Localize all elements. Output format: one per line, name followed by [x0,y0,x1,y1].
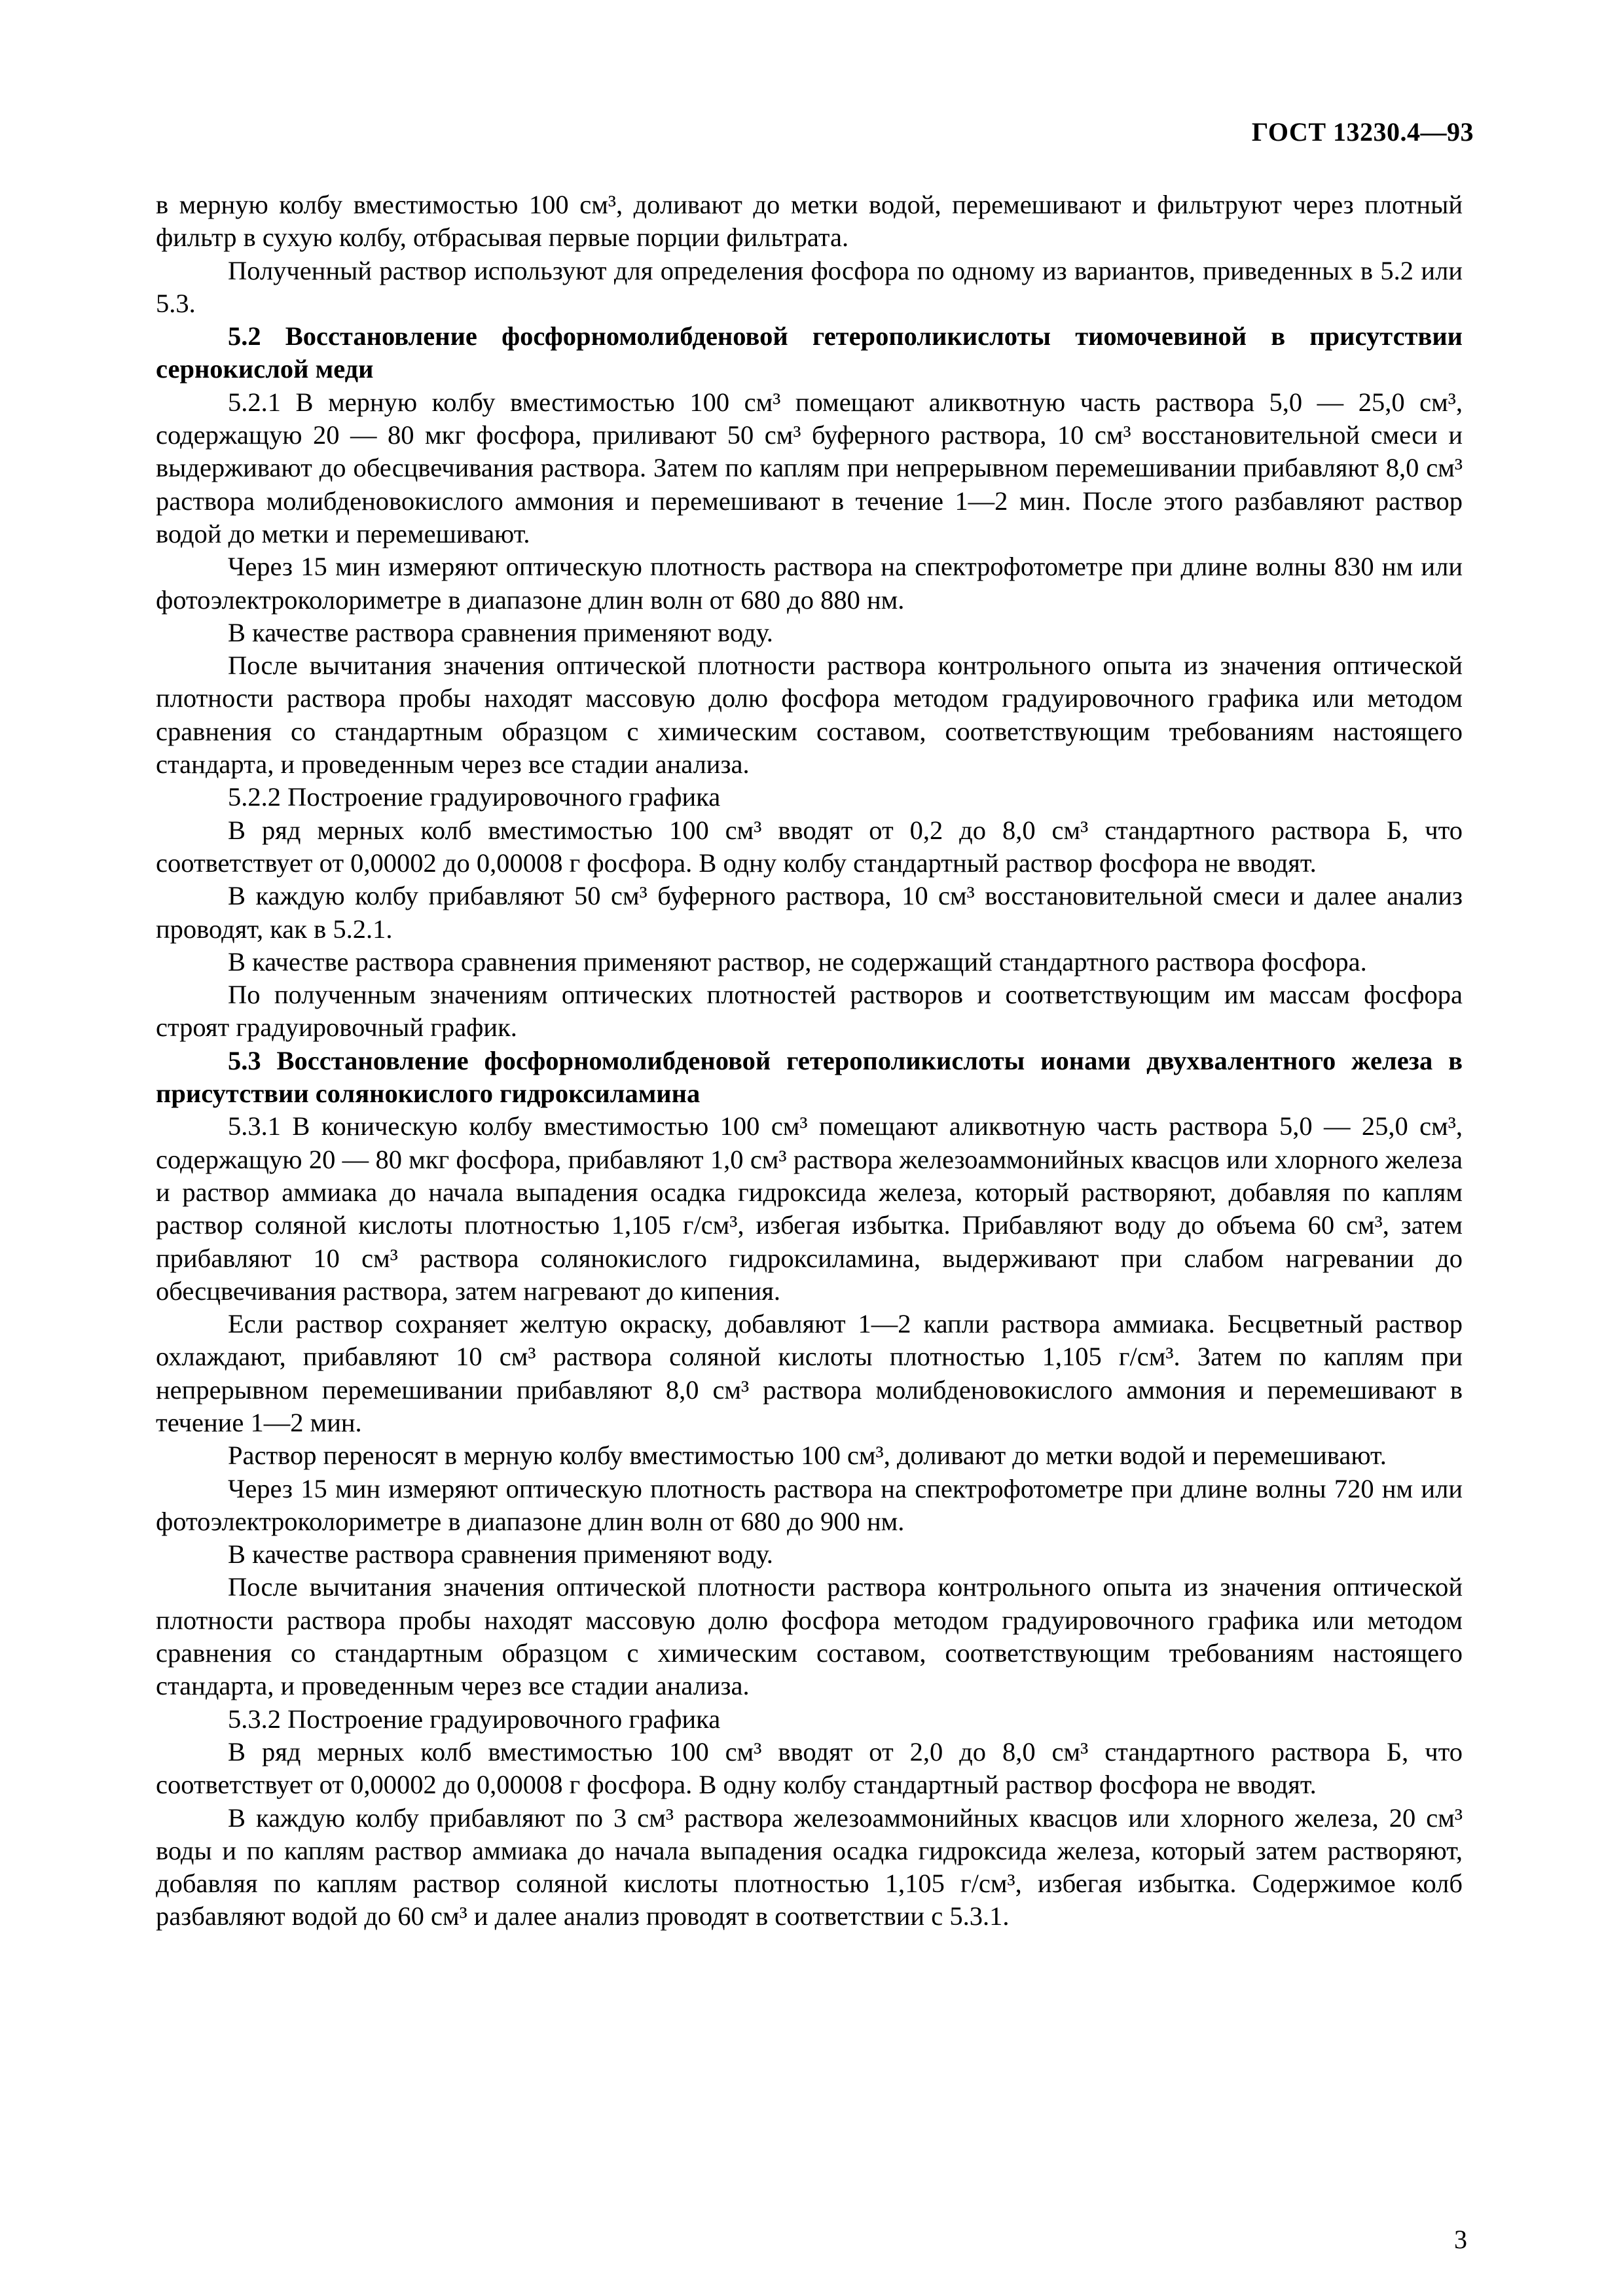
paragraph: В ряд мерных колб вместимостью 100 см³ вводят от 0,2 до 8,0 см³ стандартного раствора Б, что соответствует от 0,00002 до 0,00008 г фосфора. В одну колбу стандартный раствор фосфора не вводят. [156,815,1463,878]
subsection-title: 5.3.2 Построение градуировочного графика [228,1704,721,1734]
paragraph: Через 15 мин измеряют оптическую плотность раствора на спектрофотометре при длине волны 720 нм или фотоэлектроколориметре в диапазоне длин волн от 680 до 900 нм. [156,1473,1463,1536]
paragraph: Если раствор сохраняет желтую окраску, добавляют 1—2 капли раствора аммиака. Бесцветный раствор охлаждают, прибавляют 10 см³ раствора соляной кислоты плотностью 1,105 г/см³. Затем по каплям при непрерывном перемешивании прибавляют 8,0 см³ раствора молибденовокислого аммония и перемешивают в течение 1—2 мин. [156,1309,1463,1437]
paragraph: Через 15 мин измеряют оптическую плотность раствора на спектрофотометре при длине волны 830 нм или фотоэлектроколориметре в диапазоне длин волн от 680 до 880 нм. [156,552,1463,615]
paragraph: 5.3.1 В коническую колбу вместимостью 100 см³ помещают аликвотную часть раствора 5,0 — 25,0 см³, содержащую 20 — 80 мкг фосфора, прибавляют 1,0 см³ раствора железоаммонийных квасцов или хлорного железа и раствор аммиака до начала выпадения осадка гидроксида железа, который растворяют, добавляя по каплям раствор соляной кислоты плотностью 1,105 г/см³, избегая избытка. Прибавляют воду до объема 60 см³, затем прибавляют 10 см³ раствора солянокислого гидроксиламина, выдерживают при слабом нагревании до обесцвечивания раствора, затем нагревают до кипения. [156,1111,1463,1306]
paragraph: В качестве раствора сравнения применяют раствор, не содержащий стандартного раствора фосфора. [228,946,1367,977]
paragraph: Раствор переносят в мерную колбу вместимостью 100 см³, доливают до метки водой и перемешивают. [228,1441,1387,1471]
paragraph: В каждую колбу прибавляют по 3 см³ раствора железоаммонийных квасцов или хлорного железа, 20 см³ воды и по каплям раствор аммиака до начала выпадения осадка гидроксида железа, который затем растворяют, добавляя по каплям раствор соляной кислоты плотностью 1,105 г/см³, избегая избытка. Содержимое колб разбавляют водой до 60 см³ и далее анализ проводят в соответствии с 5.3.1. [156,1803,1463,1931]
section-heading: 5.2 Восстановление фосфорномолибденовой гетерополикислоты тиомочевиной в присутствии сернокислой меди [156,321,1463,384]
paragraph: В ряд мерных колб вместимостью 100 см³ вводят от 2,0 до 8,0 см³ стандартного раствора Б, что соответствует от 0,00002 до 0,00008 г фосфора. В одну колбу стандартный раствор фосфора не вводят. [156,1736,1463,1800]
paragraph: После вычитания значения оптической плотности раствора контрольного опыта из значения оптической плотности раствора пробы находят массовую долю фосфора методом градуировочного графика или методом сравнения со стандартным образцом с химическим составом, соответствующим требованиям настоящего стандарта, и проведенным через все стадии анализа. [156,1572,1463,1701]
paragraph: В качестве раствора сравнения применяют воду. [228,617,773,647]
paragraph: 5.2.1 В мерную колбу вместимостью 100 см³ помещают аликвотную часть раствора 5,0 — 25,0 см³, содержащую 20 — 80 мкг фосфора, приливают 50 см³ буферного раствора, 10 см³ восстановительной смеси и выдерживают до обесцвечивания раствора. Затем по каплям при непрерывном перемешивании прибавляют 8,0 см³ раствора молибденовокислого аммония и перемешивают в течение 1—2 мин. После этого разбавляют раствор водой до метки и перемешивают. [156,387,1463,548]
document-code: ГОСТ 13230.4—93 [1251,117,1474,147]
subsection-title: 5.2.2 Построение градуировочного графика [228,782,721,812]
paragraph: В качестве раствора сравнения применяют воду. [228,1539,773,1570]
section-heading: 5.3 Восстановление фосфорномолибденовой гетерополикислоты ионами двухвалентного железа в присутствии солянокислого гидроксиламина [156,1045,1463,1109]
page-number: 3 [1454,2225,1467,2254]
paragraph: После вычитания значения оптической плотности раствора контрольного опыта из значения оптической плотности раствора пробы находят массовую долю фосфора методом градуировочного графика или методом сравнения со стандартным образцом с химическим составом, соответствующим требованиям настоящего стандарта, и проведенным через все стадии анализа. [156,651,1463,780]
document-body [156,188,1463,1933]
paragraph: Полученный раствор используют для определения фосфора по одному из вариантов, приведенных в 5.2 или 5.3. [156,255,1463,318]
paragraph: В каждую колбу прибавляют 50 см³ буферного раствора, 10 см³ восстановительной смеси и далее анализ проводят, как в 5.2.1. [156,881,1463,944]
paragraph: По полученным значениям оптических плотностей растворов и соответствующим им массам фосфора строят градуировочный график. [156,980,1463,1043]
paragraph: в мерную колбу вместимостью 100 см³, доливают до метки водой, перемешивают и фильтруют через плотный фильтр в сухую колбу, отбрасывая первые порции фильтрата. [156,190,1463,253]
